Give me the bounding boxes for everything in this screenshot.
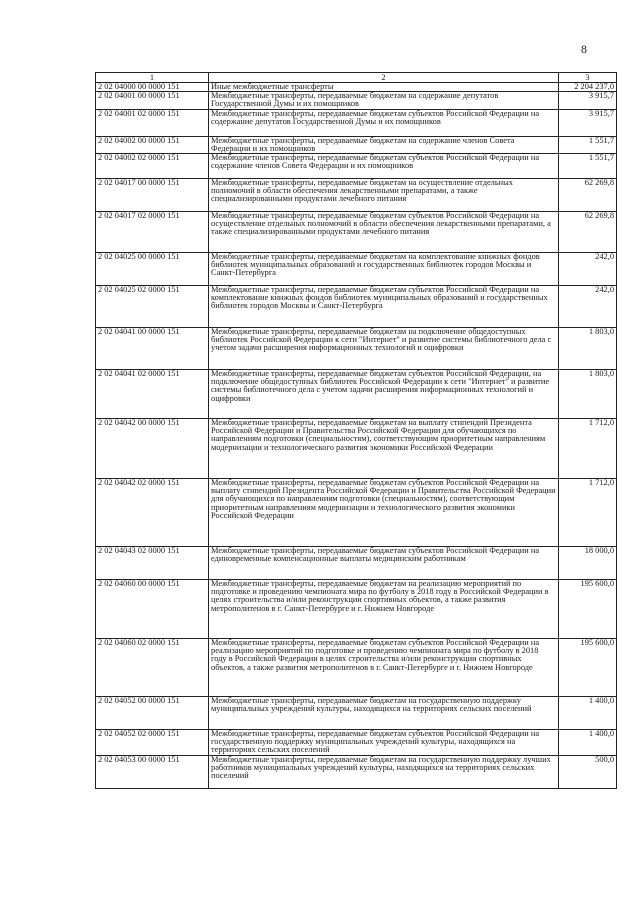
budget-code-cell: 2 02 04041 02 0000 151 bbox=[96, 370, 209, 419]
table-row bbox=[96, 547, 617, 580]
amount-cell: 1 551,7 bbox=[559, 136, 617, 153]
table-row bbox=[96, 253, 617, 286]
amount-cell: 3 915,7 bbox=[559, 109, 617, 136]
description-cell: Межбюджетные трансферты, передаваемые бюджетам на государственную поддержку лучших работников муниципальных учреждений культуры, находящихся на территориях сельских поселений bbox=[209, 755, 559, 788]
budget-code-cell: 2 02 04002 00 0000 151 bbox=[96, 136, 209, 153]
column-header-name: 2 bbox=[209, 73, 559, 83]
budget-code-cell: 2 02 04025 00 0000 151 bbox=[96, 253, 209, 286]
budget-code-cell: 2 02 04017 02 0000 151 bbox=[96, 212, 209, 253]
budget-code-cell: 2 02 04052 00 0000 151 bbox=[96, 697, 209, 730]
budget-code-cell: 2 02 04052 02 0000 151 bbox=[96, 730, 209, 756]
description-cell: Иные межбюджетные трансферты bbox=[209, 83, 559, 92]
table-row bbox=[96, 328, 617, 370]
amount-cell: 1 551,7 bbox=[559, 154, 617, 179]
description-cell: Межбюджетные трансферты, передаваемые бюджетам субъектов Российской Федерации на содержание депутатов Государственной Думы и их помощников bbox=[209, 109, 559, 136]
table-row bbox=[96, 639, 617, 697]
budget-code-cell: 2 02 04001 02 0000 151 bbox=[96, 109, 209, 136]
amount-cell: 62 269,8 bbox=[559, 179, 617, 212]
table-row bbox=[96, 92, 617, 109]
description-cell: Межбюджетные трансферты, передаваемые бюджетам на содержание членов Совета Федерации и их помощников bbox=[209, 136, 559, 153]
amount-cell: 1 803,0 bbox=[559, 370, 617, 419]
amount-cell: 18 000,0 bbox=[559, 547, 617, 580]
description-cell: Межбюджетные трансферты, передаваемые бюджетам на реализацию мероприятий по подготовке и проведению чемпионата мира по футболу в 2018 году в Российской Федерации в целях строительства и/или реконструкции спортивных объектов, а также развития метрополитенов в г. Санкт-Петербурге и г. Нижнем Новгороде bbox=[209, 580, 559, 639]
amount-cell: 62 269,8 bbox=[559, 212, 617, 253]
table-row bbox=[96, 154, 617, 179]
description-cell: Межбюджетные трансферты, передаваемые бюджетам субъектов Российской Федерации на содержание членов Совета Федерации и их помощников bbox=[209, 154, 559, 179]
description-cell: Межбюджетные трансферты, передаваемые бюджетам субъектов Российской Федерации на выплату стипендий Президента Российской Федерации и Правительства Российской Федерации для обучающихся по направлениям подготовки (специальностям), соответствующим приоритетным направлениям модернизации и технологического развития экономики Российской Федерации bbox=[209, 479, 559, 547]
amount-cell: 242,0 bbox=[559, 253, 617, 286]
budget-code-cell: 2 02 04001 00 0000 151 bbox=[96, 92, 209, 109]
description-cell: Межбюджетные трансферты, передаваемые бюджетам субъектов Российской Федерации на государственную поддержку муниципальных учреждений культуры, находящихся на территориях сельских поселений bbox=[209, 730, 559, 756]
description-cell: Межбюджетные трансферты, передаваемые бюджетам на комплектование книжных фондов библиотек муниципальных образований и государственных библиотек городов Москвы и Санкт-Петербурга bbox=[209, 253, 559, 286]
amount-cell: 195 600,0 bbox=[559, 639, 617, 697]
table-row bbox=[96, 580, 617, 639]
amount-cell: 2 204 237,0 bbox=[559, 83, 617, 92]
budget-code-cell: 2 02 04000 00 0000 151 bbox=[96, 83, 209, 92]
table-row bbox=[96, 136, 617, 153]
budget-code-cell: 2 02 04041 00 0000 151 bbox=[96, 328, 209, 370]
description-cell: Межбюджетные трансферты, передаваемые бюджетам субъектов Российской Федерации, на подключение общедоступных библиотек Российской Федерации к сети "Интернет" и развитие системы библиотечного дела с учетом задачи расширения информационных технологий и оцифровки bbox=[209, 370, 559, 419]
table-row bbox=[96, 697, 617, 730]
budget-code-cell: 2 02 04042 00 0000 151 bbox=[96, 419, 209, 479]
column-header-code: 1 bbox=[96, 73, 209, 83]
budget-code-cell: 2 02 04002 02 0000 151 bbox=[96, 154, 209, 179]
description-cell: Межбюджетные трансферты, передаваемые бюджетам субъектов Российской Федерации на реализацию мероприятий по подготовке и проведению чемпионата мира по футболу в 2018 году в Российской Федерации в целях строительства и/или реконструкции спортивных объектов, а также развития метрополитенов в г. Санкт-Петербурге и г. Нижнем Новгороде bbox=[209, 639, 559, 697]
description-cell: Межбюджетные трансферты, передаваемые бюджетам субъектов Российской Федерации на осуществление отдельных полномочий в области обеспечения лекарственными препаратами, а также специализированными продуктами лечебного питания bbox=[209, 212, 559, 253]
column-header-amount: 3 bbox=[559, 73, 617, 83]
amount-cell: 242,0 bbox=[559, 286, 617, 328]
amount-cell: 500,0 bbox=[559, 755, 617, 788]
description-cell: Межбюджетные трансферты, передаваемые бюджетам субъектов Российской Федерации на комплектование книжных фондов библиотек муниципальных образований и государственных библиотек городов Москвы и Санкт-Петербурга bbox=[209, 286, 559, 328]
page-number: 8 bbox=[581, 42, 587, 56]
table-row bbox=[96, 212, 617, 253]
budget-code-cell: 2 02 04017 00 0000 151 bbox=[96, 179, 209, 212]
table-row bbox=[96, 109, 617, 136]
amount-cell: 195 600,0 bbox=[559, 580, 617, 639]
amount-cell: 1 400,0 bbox=[559, 697, 617, 730]
table-row bbox=[96, 730, 617, 756]
table-row bbox=[96, 479, 617, 547]
description-cell: Межбюджетные трансферты, передаваемые бюджетам на осуществление отдельных полномочий в области обеспечения лекарственными препаратами, а также специализированными продуктами лечебного питания bbox=[209, 179, 559, 212]
table-header-row bbox=[96, 73, 617, 83]
budget-code-cell: 2 02 04053 00 0000 151 bbox=[96, 755, 209, 788]
amount-cell: 1 712,0 bbox=[559, 479, 617, 547]
amount-cell: 1 712,0 bbox=[559, 419, 617, 479]
budget-code-cell: 2 02 04043 02 0000 151 bbox=[96, 547, 209, 580]
budget-code-cell: 2 02 04060 00 0000 151 bbox=[96, 580, 209, 639]
table-row bbox=[96, 286, 617, 328]
description-cell: Межбюджетные трансферты, передаваемые бюджетам субъектов Российской Федерации на единовременные компенсационные выплаты медицинским работникам bbox=[209, 547, 559, 580]
table-row bbox=[96, 755, 617, 788]
description-cell: Межбюджетные трансферты, передаваемые бюджетам на выплату стипендий Президента Российской Федерации и Правительства Российской Федерации для обучающихся по направлениям подготовки (специальностям), соответствующим приоритетным направлениям модернизации и технологического развития экономики Российской Федерации bbox=[209, 419, 559, 479]
table-row bbox=[96, 179, 617, 212]
budget-table bbox=[95, 72, 617, 789]
budget-code-cell: 2 02 04042 02 0000 151 bbox=[96, 479, 209, 547]
amount-cell: 3 915,7 bbox=[559, 92, 617, 109]
amount-cell: 1 400,0 bbox=[559, 730, 617, 756]
description-cell: Межбюджетные трансферты, передаваемые бюджетам на подключение общедоступных библиотек Российской Федерации к сети "Интернет" и развитие системы библиотечного дела с учетом задачи расширения информационных технологий и оцифровки bbox=[209, 328, 559, 370]
description-cell: Межбюджетные трансферты, передаваемые бюджетам на государственную поддержку муниципальных учреждений культуры, находящихся на территориях сельских поселений bbox=[209, 697, 559, 730]
budget-code-cell: 2 02 04060 02 0000 151 bbox=[96, 639, 209, 697]
table-row bbox=[96, 419, 617, 479]
table-row bbox=[96, 370, 617, 419]
budget-code-cell: 2 02 04025 02 0000 151 bbox=[96, 286, 209, 328]
amount-cell: 1 803,0 bbox=[559, 328, 617, 370]
description-cell: Межбюджетные трансферты, передаваемые бюджетам на содержание депутатов Государственной Думы и их помощников bbox=[209, 92, 559, 109]
